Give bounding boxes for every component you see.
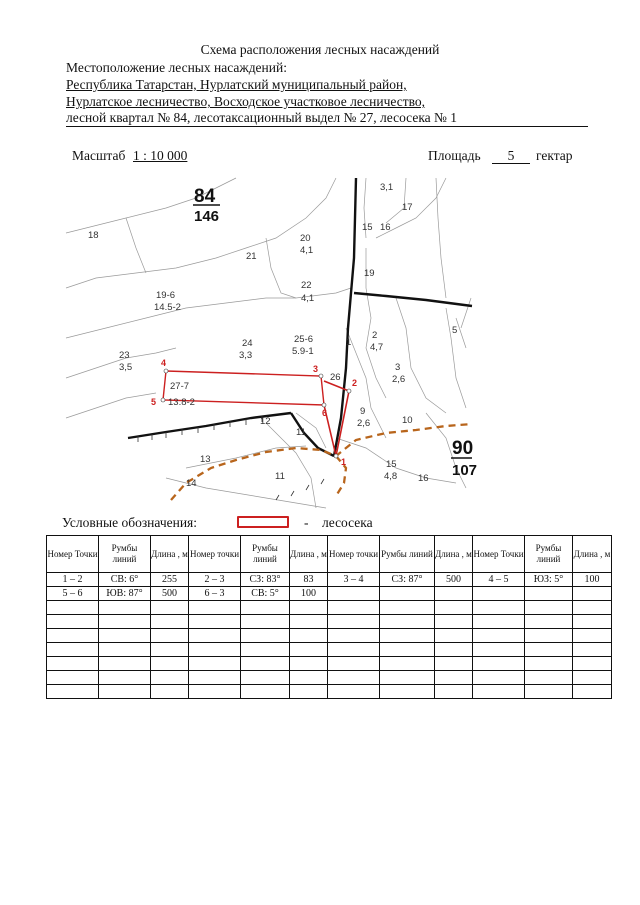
table-cell xyxy=(290,685,328,699)
table-cell xyxy=(189,615,241,629)
table-row xyxy=(47,615,612,629)
table-cell xyxy=(189,657,241,671)
table-cell xyxy=(435,671,473,685)
table-cell xyxy=(328,657,380,671)
table-cell xyxy=(47,643,99,657)
table-cell xyxy=(573,671,612,685)
parcel-label: 2,6 xyxy=(392,374,406,385)
table-cell xyxy=(380,615,435,629)
table-cell xyxy=(573,629,612,643)
table-cell xyxy=(151,615,189,629)
parcel-label: 4,1 xyxy=(301,293,315,304)
table-cell xyxy=(151,657,189,671)
parcel-label: 11 xyxy=(275,471,285,482)
table-cell xyxy=(380,685,435,699)
table-cell: 2 – 3 xyxy=(189,573,241,587)
table-cell xyxy=(473,601,525,615)
column-header: Румбы линий xyxy=(380,536,435,573)
table-cell xyxy=(573,615,612,629)
table-cell xyxy=(473,671,525,685)
table-cell xyxy=(473,587,525,601)
table-row xyxy=(47,685,612,699)
point-label: 2 xyxy=(352,378,358,388)
parcel-label: 23 xyxy=(119,350,130,361)
table-row xyxy=(47,601,612,615)
table-cell xyxy=(435,643,473,657)
table-cell xyxy=(380,587,435,601)
table-cell xyxy=(189,643,241,657)
table-cell xyxy=(290,657,328,671)
parcel-label: 9 xyxy=(360,406,366,417)
parcel-label: 3,5 xyxy=(119,362,133,373)
table-cell xyxy=(47,685,99,699)
point-label: 5 xyxy=(151,397,157,407)
parcel-label: 16 xyxy=(418,473,429,484)
table-cell: СЗ: 87° xyxy=(380,573,435,587)
table-cell xyxy=(525,671,573,685)
table-cell xyxy=(573,587,612,601)
table-cell xyxy=(151,643,189,657)
table-cell xyxy=(525,601,573,615)
table-cell: 500 xyxy=(151,587,189,601)
column-header: Номер Точки xyxy=(473,536,525,573)
point-label: 6 xyxy=(322,408,328,418)
table-cell xyxy=(290,671,328,685)
parcel-label: 22 xyxy=(301,280,312,291)
column-header: Длина , м xyxy=(290,536,328,573)
table-cell xyxy=(435,601,473,615)
parcel-label: 2,6 xyxy=(357,418,371,429)
table-cell xyxy=(47,671,99,685)
table-cell xyxy=(473,615,525,629)
table-cell xyxy=(525,685,573,699)
table-cell xyxy=(435,587,473,601)
table-cell xyxy=(99,671,151,685)
table-cell xyxy=(525,657,573,671)
legend-swatch-icon xyxy=(237,516,289,528)
table-cell xyxy=(525,643,573,657)
table-cell xyxy=(241,629,290,643)
table-cell: ЮВ: 87° xyxy=(99,587,151,601)
table-cell xyxy=(47,629,99,643)
table-cell xyxy=(189,685,241,699)
scale-value: 1 : 10 000 xyxy=(133,148,188,163)
neighbor-area: 107 xyxy=(452,462,478,479)
bearing-table xyxy=(46,535,612,699)
table-cell xyxy=(328,629,380,643)
location-line-2: Нурлатское лесничество, Восходское участковое лесничество, xyxy=(66,94,426,109)
table-cell xyxy=(435,685,473,699)
legend-label: Условные обозначения: xyxy=(62,515,198,530)
parcel-label: 24 xyxy=(242,338,253,349)
point-label: 4 xyxy=(161,358,167,368)
table-cell: 6 – 3 xyxy=(189,587,241,601)
parcel-label: 12 xyxy=(260,416,271,427)
table-cell xyxy=(151,629,189,643)
quarter-area: 146 xyxy=(194,208,220,225)
table-cell xyxy=(290,629,328,643)
location-line-3: лесной квартал № 84, лесотаксационный выдел № 27, лесосека № 1 xyxy=(66,110,458,125)
parcel-label: 4,1 xyxy=(300,245,314,256)
table-row xyxy=(47,629,612,643)
table-cell xyxy=(241,671,290,685)
area-value: 5 xyxy=(492,148,530,164)
table-cell xyxy=(290,615,328,629)
table-cell xyxy=(525,615,573,629)
parcel-label: 26 xyxy=(330,372,341,383)
parcel-label: 20 xyxy=(300,233,311,244)
parcel-label: 13 xyxy=(200,454,211,465)
table-cell: 255 xyxy=(151,573,189,587)
table-header-row xyxy=(47,536,612,573)
table-cell xyxy=(99,657,151,671)
table-cell: ЮЗ: 5° xyxy=(525,573,573,587)
point-label: 1 xyxy=(341,457,347,467)
table-cell xyxy=(328,601,380,615)
table-row xyxy=(47,587,612,601)
table-cell xyxy=(525,587,573,601)
table-row xyxy=(47,573,612,587)
table-cell: 5 – 6 xyxy=(47,587,99,601)
table-cell xyxy=(99,615,151,629)
table-row xyxy=(47,657,612,671)
parcel-label: 16 xyxy=(380,222,391,233)
table-cell xyxy=(99,629,151,643)
area-label: Площадь xyxy=(428,148,481,163)
parcel-label: 21 xyxy=(246,251,257,262)
parcel-label: 3,1 xyxy=(380,182,394,193)
table-cell xyxy=(328,587,380,601)
location-line-1: Республика Татарстан, Нурлатский муниципальный район, xyxy=(66,77,407,92)
table-cell xyxy=(290,601,328,615)
plot-sublabel: 13.8-2 xyxy=(168,397,195,408)
parcel-label: 17 xyxy=(402,202,413,213)
parcel-label: 5.9-1 xyxy=(292,346,314,357)
parcel-label: 4,7 xyxy=(370,342,384,353)
table-cell xyxy=(241,657,290,671)
plot-label: 27-7 xyxy=(170,381,190,392)
scale-label: Масштаб xyxy=(72,148,126,163)
neighbor-quarter: 90 xyxy=(452,438,474,459)
parcel-label: 25-6 xyxy=(294,334,314,345)
table-cell: СВ: 5° xyxy=(241,587,290,601)
table-cell xyxy=(290,643,328,657)
parcel-label: 3 xyxy=(395,362,401,373)
quarter-number: 84 xyxy=(194,186,216,207)
table-cell xyxy=(328,685,380,699)
header-rule xyxy=(66,126,588,127)
table-cell: 3 – 4 xyxy=(328,573,380,587)
column-header: Номер точки xyxy=(189,536,241,573)
table-cell: 100 xyxy=(290,587,328,601)
table-cell xyxy=(241,643,290,657)
table-cell xyxy=(189,671,241,685)
document-title: Схема расположения лесных насаждений xyxy=(200,42,440,57)
table-cell xyxy=(573,643,612,657)
table-cell: 4 – 5 xyxy=(473,573,525,587)
column-header: Румбы линий xyxy=(99,536,151,573)
table-row xyxy=(47,671,612,685)
table-cell xyxy=(328,615,380,629)
column-header: Румбы линий xyxy=(525,536,573,573)
table-cell xyxy=(99,685,151,699)
point-label: 3 xyxy=(313,364,319,374)
table-cell xyxy=(241,615,290,629)
table-cell xyxy=(328,671,380,685)
table-cell xyxy=(189,601,241,615)
table-cell xyxy=(380,629,435,643)
table-cell: 500 xyxy=(435,573,473,587)
column-header: Номер точки xyxy=(328,536,380,573)
parcel-label: 1 xyxy=(346,337,352,348)
table-cell xyxy=(328,643,380,657)
table-cell xyxy=(241,685,290,699)
table-cell xyxy=(573,657,612,671)
forest-plot-map xyxy=(66,178,478,508)
table-cell xyxy=(151,601,189,615)
table-cell xyxy=(47,601,99,615)
parcel-label: 11 xyxy=(296,427,306,438)
column-header: Румбы линий xyxy=(241,536,290,573)
parcel-label: 4,8 xyxy=(384,471,398,482)
table-cell: 1 – 2 xyxy=(47,573,99,587)
table-row xyxy=(47,643,612,657)
table-cell xyxy=(435,615,473,629)
table-cell: 100 xyxy=(573,573,612,587)
parcel-label: 19 xyxy=(364,268,375,279)
table-cell xyxy=(380,643,435,657)
table-cell xyxy=(573,685,612,699)
parcel-label: 10 xyxy=(402,415,413,426)
table-cell xyxy=(380,601,435,615)
table-cell xyxy=(525,629,573,643)
column-header: Номер Точки xyxy=(47,536,99,573)
table-cell xyxy=(380,671,435,685)
table-cell xyxy=(473,685,525,699)
parcel-label: 3,3 xyxy=(239,350,253,361)
location-label: Местоположение лесных насаждений: xyxy=(66,60,287,75)
parcel-label: 2 xyxy=(372,330,378,341)
column-header: Длина , м xyxy=(573,536,612,573)
table-cell xyxy=(380,657,435,671)
table-cell: 83 xyxy=(290,573,328,587)
table-cell xyxy=(99,643,151,657)
table-cell xyxy=(189,629,241,643)
legend-dash: - xyxy=(304,515,309,530)
column-header: Длина , м xyxy=(435,536,473,573)
table-cell xyxy=(473,629,525,643)
table-cell xyxy=(473,643,525,657)
table-cell xyxy=(151,685,189,699)
table-cell: СЗ: 83° xyxy=(241,573,290,587)
parcel-label: 18 xyxy=(88,230,99,241)
parcel-label: 14 xyxy=(186,478,197,489)
area-unit: гектар xyxy=(536,148,573,163)
column-header: Длина , м xyxy=(151,536,189,573)
parcel-label: 19-6 xyxy=(156,290,176,301)
table-cell xyxy=(435,657,473,671)
table-cell: СВ: 6° xyxy=(99,573,151,587)
table-cell xyxy=(473,657,525,671)
table-cell xyxy=(435,629,473,643)
table-cell xyxy=(47,615,99,629)
parcel-label: 15 xyxy=(362,222,373,233)
parcel-label: 5 xyxy=(452,325,458,336)
table-cell xyxy=(47,657,99,671)
table-cell xyxy=(151,671,189,685)
table-cell xyxy=(99,601,151,615)
parcel-label: 15 xyxy=(386,459,397,470)
parcel-label: 14.5-2 xyxy=(154,302,181,313)
legend-text: лесосека xyxy=(322,515,373,530)
table-cell xyxy=(241,601,290,615)
table-cell xyxy=(573,601,612,615)
